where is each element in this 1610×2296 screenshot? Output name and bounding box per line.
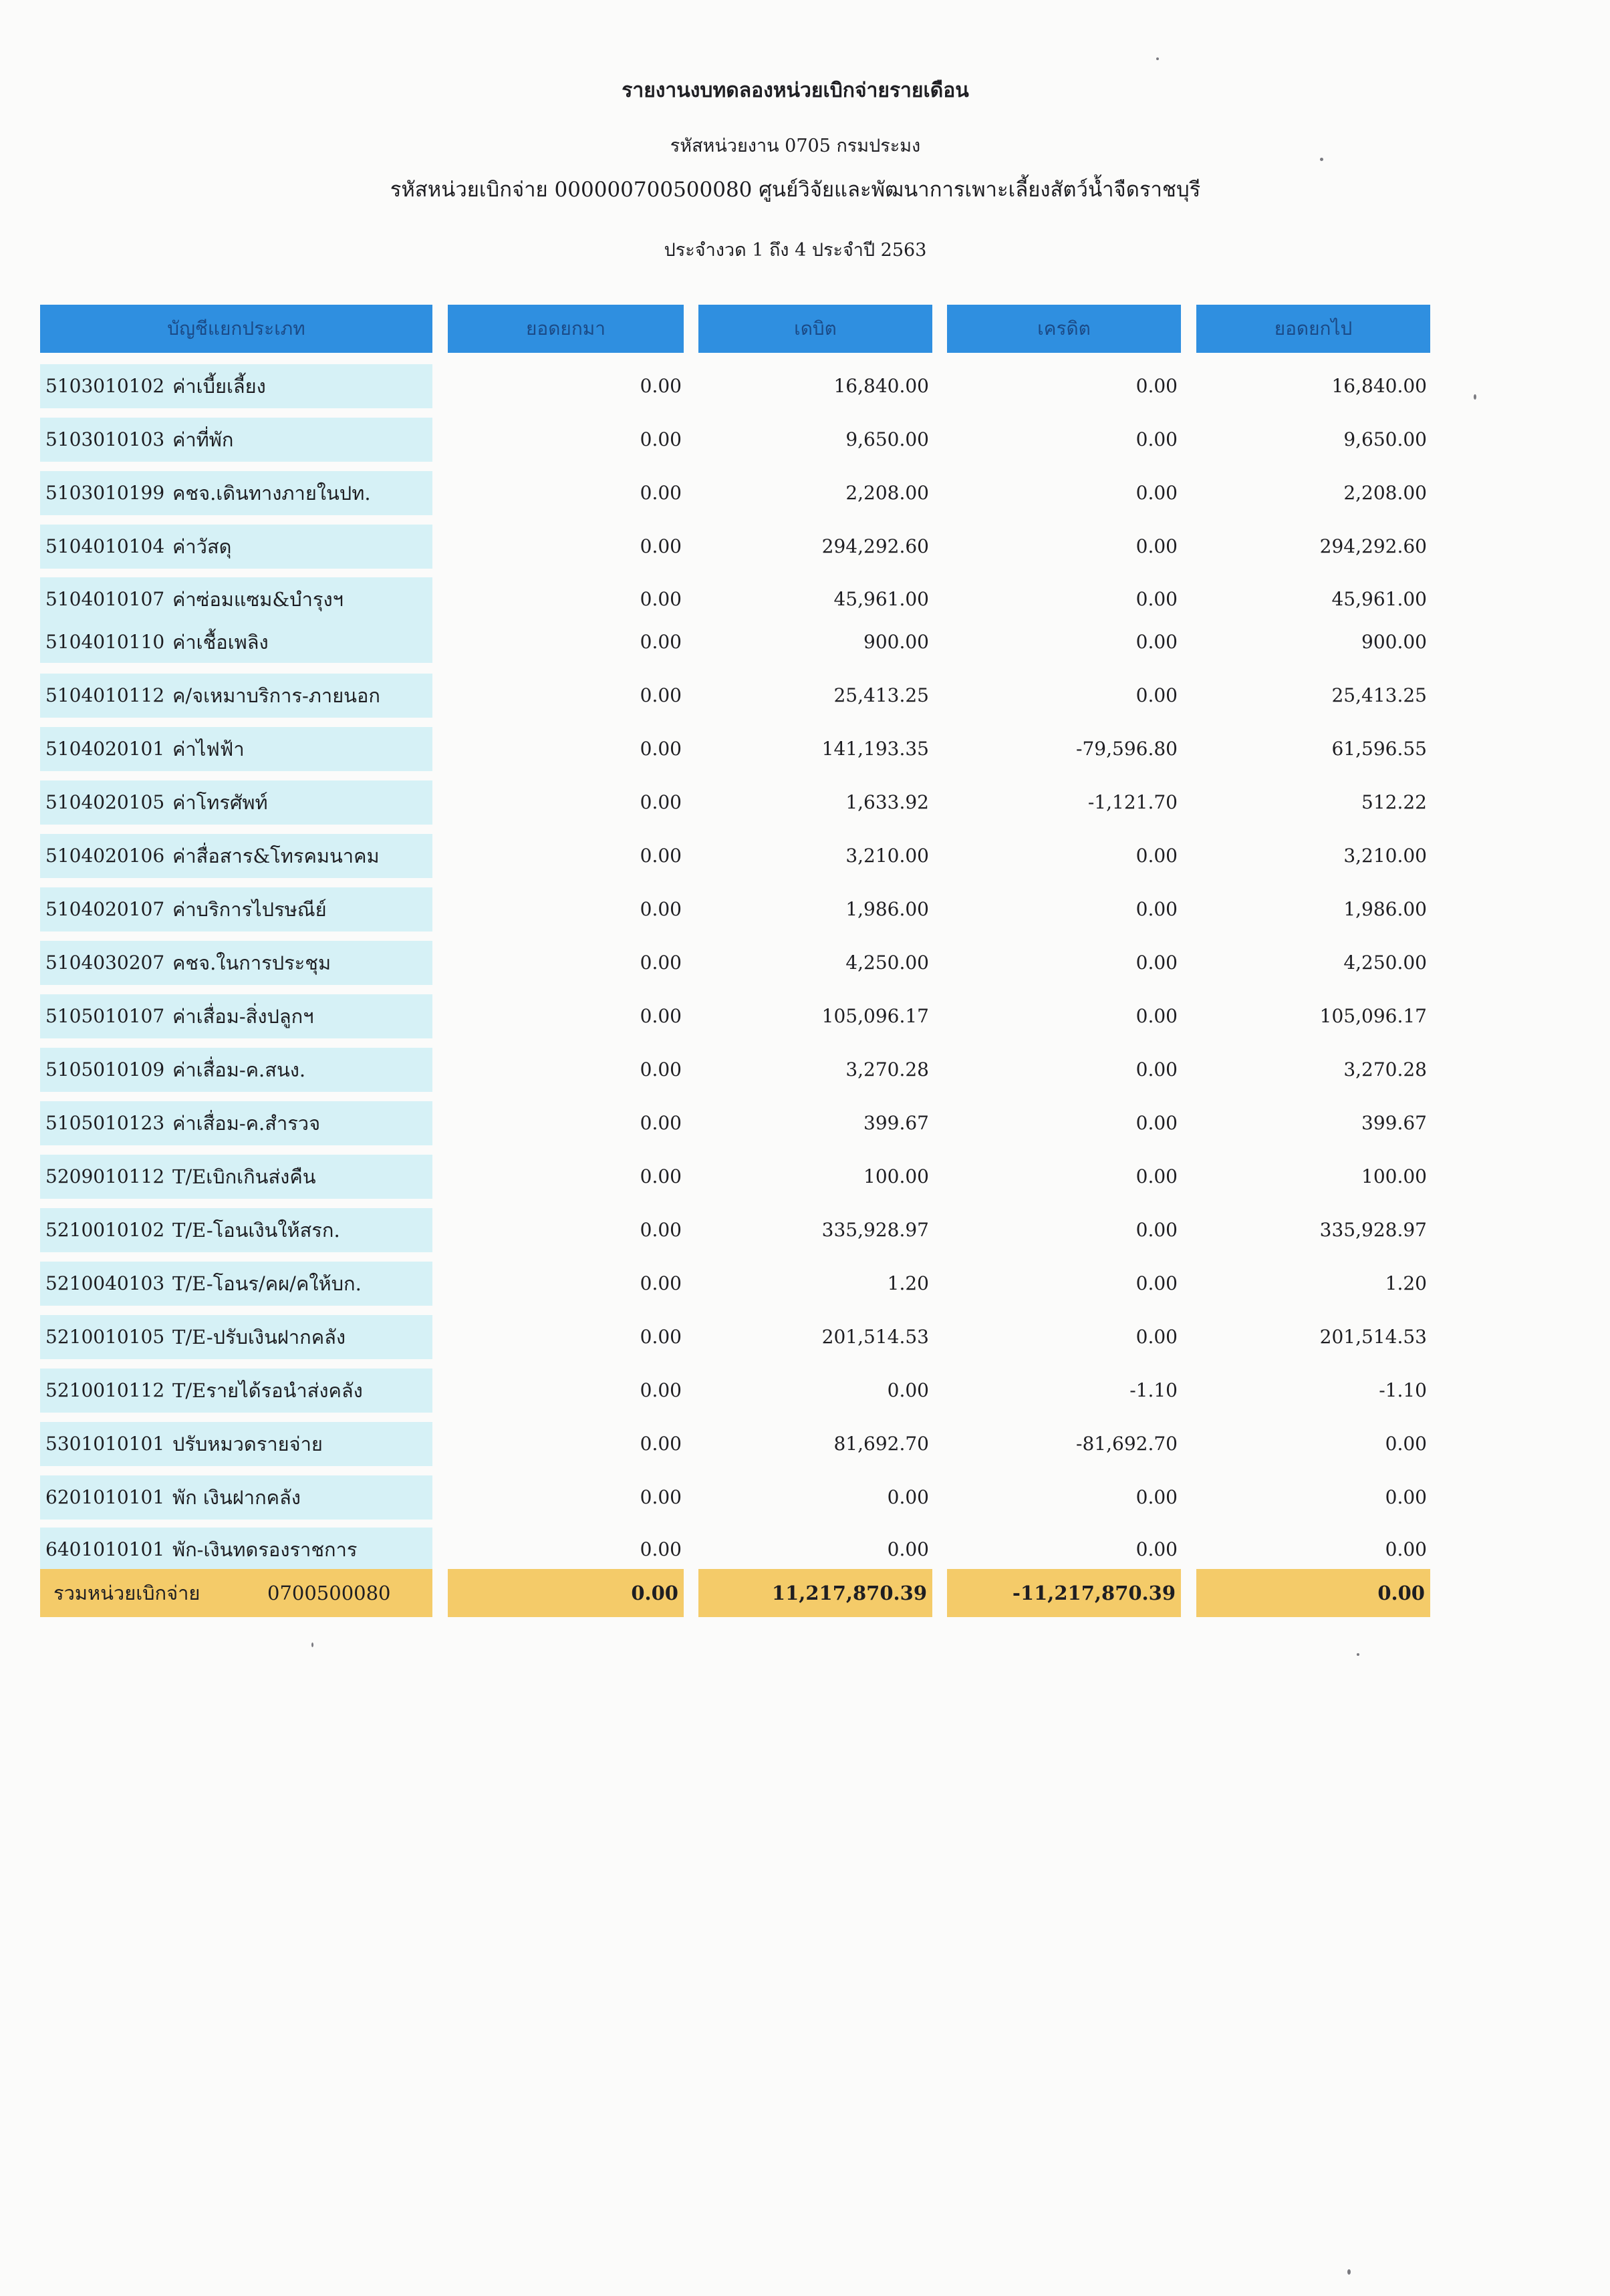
debit-value: 45,961.00 [833, 588, 929, 610]
report-title: รายงานงบทดลองหน่วยเบิกจ่ายรายเดือน [622, 79, 969, 102]
account-name: ค่าที่พัก [172, 428, 234, 451]
table-row [0, 1528, 1610, 1572]
table-row [0, 994, 1610, 1038]
debit-value: 141,193.35 [821, 738, 929, 760]
debit-value: 0.00 [887, 1538, 929, 1560]
account-name: T/Eรายได้รอนำส่งคลัง [172, 1379, 363, 1402]
table-row [0, 418, 1610, 462]
carried-forward-value: -1.10 [1379, 1379, 1427, 1401]
brought-forward-value: 0.00 [640, 588, 682, 610]
carried-forward-value: 335,928.97 [1319, 1219, 1427, 1241]
account-code: 5103010199 [45, 482, 165, 504]
header-brought-forward: ยอดยกมา [448, 305, 684, 353]
carried-forward-value: 2,208.00 [1343, 482, 1427, 504]
table-row [0, 834, 1610, 878]
scan-speck [311, 1642, 313, 1647]
credit-value: -1.10 [1129, 1379, 1178, 1401]
account-name: T/Eเบิกเกินส่งคืน [172, 1165, 316, 1188]
credit-value: 0.00 [1135, 898, 1178, 920]
table-row [0, 941, 1610, 985]
debit-value: 81,692.70 [833, 1433, 929, 1455]
scan-speck [1357, 1653, 1359, 1656]
table-row [0, 1315, 1610, 1359]
scan-speck [1347, 2269, 1351, 2275]
table-row [0, 471, 1610, 515]
account-name: คชจ.เดินทางภายในปท. [172, 482, 371, 505]
brought-forward-value: 0.00 [640, 1112, 682, 1134]
brought-forward-value: 0.00 [640, 1219, 682, 1241]
credit-value: 0.00 [1135, 1272, 1178, 1294]
disbursing-unit-line: รหัสหน่วยเบิกจ่าย 000000700500080 ศูนย์วิจัยและพัฒนาการเพาะเลี้ยงสัตว์น้ำจืดราชบุรี [390, 178, 1201, 202]
carried-forward-value: 1.20 [1385, 1272, 1427, 1294]
credit-value: 0.00 [1135, 1219, 1178, 1241]
table-row [0, 577, 1610, 621]
carried-forward-value: 4,250.00 [1343, 952, 1427, 974]
account-name: ค่าโทรศัพท์ [172, 791, 268, 814]
account-code: 5104020101 [45, 738, 165, 760]
account-code: 5209010112 [45, 1165, 165, 1187]
carried-forward-value: 201,514.53 [1319, 1326, 1427, 1348]
brought-forward-value: 0.00 [640, 1058, 682, 1081]
account-name: ค่าเบี้ยเลี้ยง [172, 375, 266, 398]
table-row [0, 1369, 1610, 1413]
brought-forward-value: 0.00 [640, 1433, 682, 1455]
account-name: ค่าเสื่อม-สิ่งปลูกฯ [172, 1005, 314, 1028]
credit-value: 0.00 [1135, 631, 1178, 653]
total-brought-forward: 0.00 [448, 1569, 684, 1617]
debit-value: 294,292.60 [821, 535, 929, 557]
carried-forward-value: 9,650.00 [1343, 428, 1427, 450]
table-row [0, 525, 1610, 569]
account-name: ปรับหมวดรายจ่าย [172, 1433, 323, 1455]
brought-forward-value: 0.00 [640, 1005, 682, 1027]
brought-forward-value: 0.00 [640, 952, 682, 974]
header-account: บัญชีแยกประเภท [40, 305, 432, 353]
table-row [0, 887, 1610, 931]
debit-value: 105,096.17 [821, 1005, 929, 1027]
brought-forward-value: 0.00 [640, 1538, 682, 1560]
carried-forward-value: 61,596.55 [1331, 738, 1427, 760]
carried-forward-value: 25,413.25 [1331, 684, 1427, 706]
brought-forward-value: 0.00 [640, 1379, 682, 1401]
credit-value: 0.00 [1135, 375, 1178, 397]
account-code: 5103010103 [45, 428, 165, 450]
debit-value: 399.67 [863, 1112, 929, 1134]
carried-forward-value: 0.00 [1385, 1486, 1427, 1508]
total-carried-forward: 0.00 [1196, 1569, 1430, 1617]
period-line: ประจำงวด 1 ถึง 4 ประจำปี 2563 [664, 240, 927, 261]
total-credit: -11,217,870.39 [947, 1569, 1181, 1617]
brought-forward-value: 0.00 [640, 535, 682, 557]
table-row [0, 1101, 1610, 1145]
account-code: 5210010112 [45, 1379, 165, 1401]
credit-value: 0.00 [1135, 1058, 1178, 1081]
account-code: 5104030207 [45, 952, 165, 974]
account-code: 5210010102 [45, 1219, 165, 1241]
account-code: 6401010101 [45, 1538, 165, 1560]
debit-value: 4,250.00 [845, 952, 929, 974]
carried-forward-value: 16,840.00 [1331, 375, 1427, 397]
credit-value: 0.00 [1135, 845, 1178, 867]
carried-forward-value: 0.00 [1385, 1433, 1427, 1455]
credit-value: 0.00 [1135, 1005, 1178, 1027]
carried-forward-value: 900.00 [1361, 631, 1427, 653]
total-label: รวมหน่วยเบิกจ่าย [53, 1582, 200, 1604]
brought-forward-value: 0.00 [640, 1165, 682, 1187]
credit-value: -1,121.70 [1087, 791, 1178, 813]
brought-forward-value: 0.00 [640, 631, 682, 653]
credit-value: -81,692.70 [1076, 1433, 1178, 1455]
debit-value: 201,514.53 [821, 1326, 929, 1348]
credit-value: 0.00 [1135, 684, 1178, 706]
credit-value: 0.00 [1135, 428, 1178, 450]
brought-forward-value: 0.00 [640, 684, 682, 706]
debit-value: 9,650.00 [845, 428, 929, 450]
account-code: 5104010104 [45, 535, 165, 557]
credit-value: -79,596.80 [1076, 738, 1178, 760]
brought-forward-value: 0.00 [640, 428, 682, 450]
account-name: ค่าวัสดุ [172, 535, 232, 558]
agency-line: รหัสหน่วยงาน 0705 กรมประมง [670, 136, 921, 156]
credit-value: 0.00 [1135, 1486, 1178, 1508]
account-name: คชจ.ในการประชุม [172, 952, 331, 974]
account-code: 5104010112 [45, 684, 165, 706]
carried-forward-value: 294,292.60 [1319, 535, 1427, 557]
table-row [0, 780, 1610, 825]
debit-value: 16,840.00 [833, 375, 929, 397]
carried-forward-value: 512.22 [1361, 791, 1427, 813]
account-name: ค่าสื่อสาร&โทรคมนาคม [172, 845, 380, 867]
account-name: ค/จเหมาบริการ-ภายนอก [172, 684, 380, 707]
account-name: T/E-ปรับเงินฝากคลัง [172, 1326, 346, 1348]
brought-forward-value: 0.00 [640, 1486, 682, 1508]
brought-forward-value: 0.00 [640, 482, 682, 504]
header-credit: เครดิต [947, 305, 1181, 353]
table-row [0, 1208, 1610, 1252]
credit-value: 0.00 [1135, 1538, 1178, 1560]
account-code: 5105010107 [45, 1005, 165, 1027]
brought-forward-value: 0.00 [640, 1326, 682, 1348]
debit-value: 900.00 [863, 631, 929, 653]
brought-forward-value: 0.00 [640, 1272, 682, 1294]
carried-forward-value: 105,096.17 [1319, 1005, 1427, 1027]
debit-value: 3,270.28 [845, 1058, 929, 1081]
account-name: พัก เงินฝากคลัง [172, 1486, 301, 1509]
total-debit: 11,217,870.39 [698, 1569, 932, 1617]
debit-value: 1.20 [887, 1272, 929, 1294]
debit-value: 100.00 [863, 1165, 929, 1187]
brought-forward-value: 0.00 [640, 375, 682, 397]
scan-speck [1320, 158, 1323, 161]
table-row [0, 1048, 1610, 1092]
brought-forward-value: 0.00 [640, 791, 682, 813]
credit-value: 0.00 [1135, 482, 1178, 504]
carried-forward-value: 100.00 [1361, 1165, 1427, 1187]
credit-value: 0.00 [1135, 1326, 1178, 1348]
credit-value: 0.00 [1135, 535, 1178, 557]
account-code: 5210010105 [45, 1326, 165, 1348]
account-code: 5104020107 [45, 898, 165, 920]
scan-speck [1156, 57, 1159, 60]
table-row [0, 1475, 1610, 1520]
account-name: T/E-โอนร/คผ/คให้บก. [172, 1272, 362, 1295]
debit-value: 25,413.25 [833, 684, 929, 706]
credit-value: 0.00 [1135, 1165, 1178, 1187]
carried-forward-value: 0.00 [1385, 1538, 1427, 1560]
brought-forward-value: 0.00 [640, 845, 682, 867]
debit-value: 0.00 [887, 1486, 929, 1508]
account-code: 5104010110 [45, 631, 165, 653]
brought-forward-value: 0.00 [640, 738, 682, 760]
table-row [0, 674, 1610, 718]
account-name: ค่าซ่อมแซม&บำรุงฯ [172, 588, 344, 611]
account-name: ค่าเสื่อม-ค.สนง. [172, 1058, 306, 1081]
total-label-cell [40, 1569, 432, 1617]
carried-forward-value: 45,961.00 [1331, 588, 1427, 610]
debit-value: 2,208.00 [845, 482, 929, 504]
header-debit: เดบิต [698, 305, 932, 353]
table-row [0, 1422, 1610, 1466]
account-name: T/E-โอนเงินให้สรก. [172, 1219, 340, 1242]
debit-value: 3,210.00 [845, 845, 929, 867]
total-unit-code: 0700500080 [267, 1582, 391, 1604]
account-name: ค่าบริการไปรษณีย์ [172, 898, 327, 921]
brought-forward-value: 0.00 [640, 898, 682, 920]
account-code: 5104010107 [45, 588, 165, 610]
table-row [0, 620, 1610, 664]
table-row [0, 727, 1610, 771]
account-name: พัก-เงินทดรองราชการ [172, 1538, 358, 1561]
carried-forward-value: 1,986.00 [1343, 898, 1427, 920]
debit-value: 1,633.92 [845, 791, 929, 813]
account-code: 5104020106 [45, 845, 165, 867]
debit-value: 1,986.00 [845, 898, 929, 920]
credit-value: 0.00 [1135, 1112, 1178, 1134]
account-name: ค่าเสื่อม-ค.สำรวจ [172, 1112, 321, 1135]
debit-value: 0.00 [887, 1379, 929, 1401]
scan-speck [1474, 394, 1476, 400]
credit-value: 0.00 [1135, 952, 1178, 974]
carried-forward-value: 399.67 [1361, 1112, 1427, 1134]
header-carried-forward: ยอดยกไป [1196, 305, 1430, 353]
account-code: 5301010101 [45, 1433, 165, 1455]
debit-value: 335,928.97 [821, 1219, 929, 1241]
table-row [0, 1155, 1610, 1199]
account-code: 5210040103 [45, 1272, 165, 1294]
account-name: ค่าไฟฟ้า [172, 738, 245, 760]
carried-forward-value: 3,270.28 [1343, 1058, 1427, 1081]
account-code: 5103010102 [45, 375, 165, 397]
carried-forward-value: 3,210.00 [1343, 845, 1427, 867]
table-row [0, 1262, 1610, 1306]
account-name: ค่าเชื้อเพลิง [172, 631, 269, 654]
account-code: 5105010123 [45, 1112, 165, 1134]
account-code: 5105010109 [45, 1058, 165, 1081]
credit-value: 0.00 [1135, 588, 1178, 610]
table-row [0, 364, 1610, 408]
account-code: 5104020105 [45, 791, 165, 813]
account-code: 6201010101 [45, 1486, 165, 1508]
